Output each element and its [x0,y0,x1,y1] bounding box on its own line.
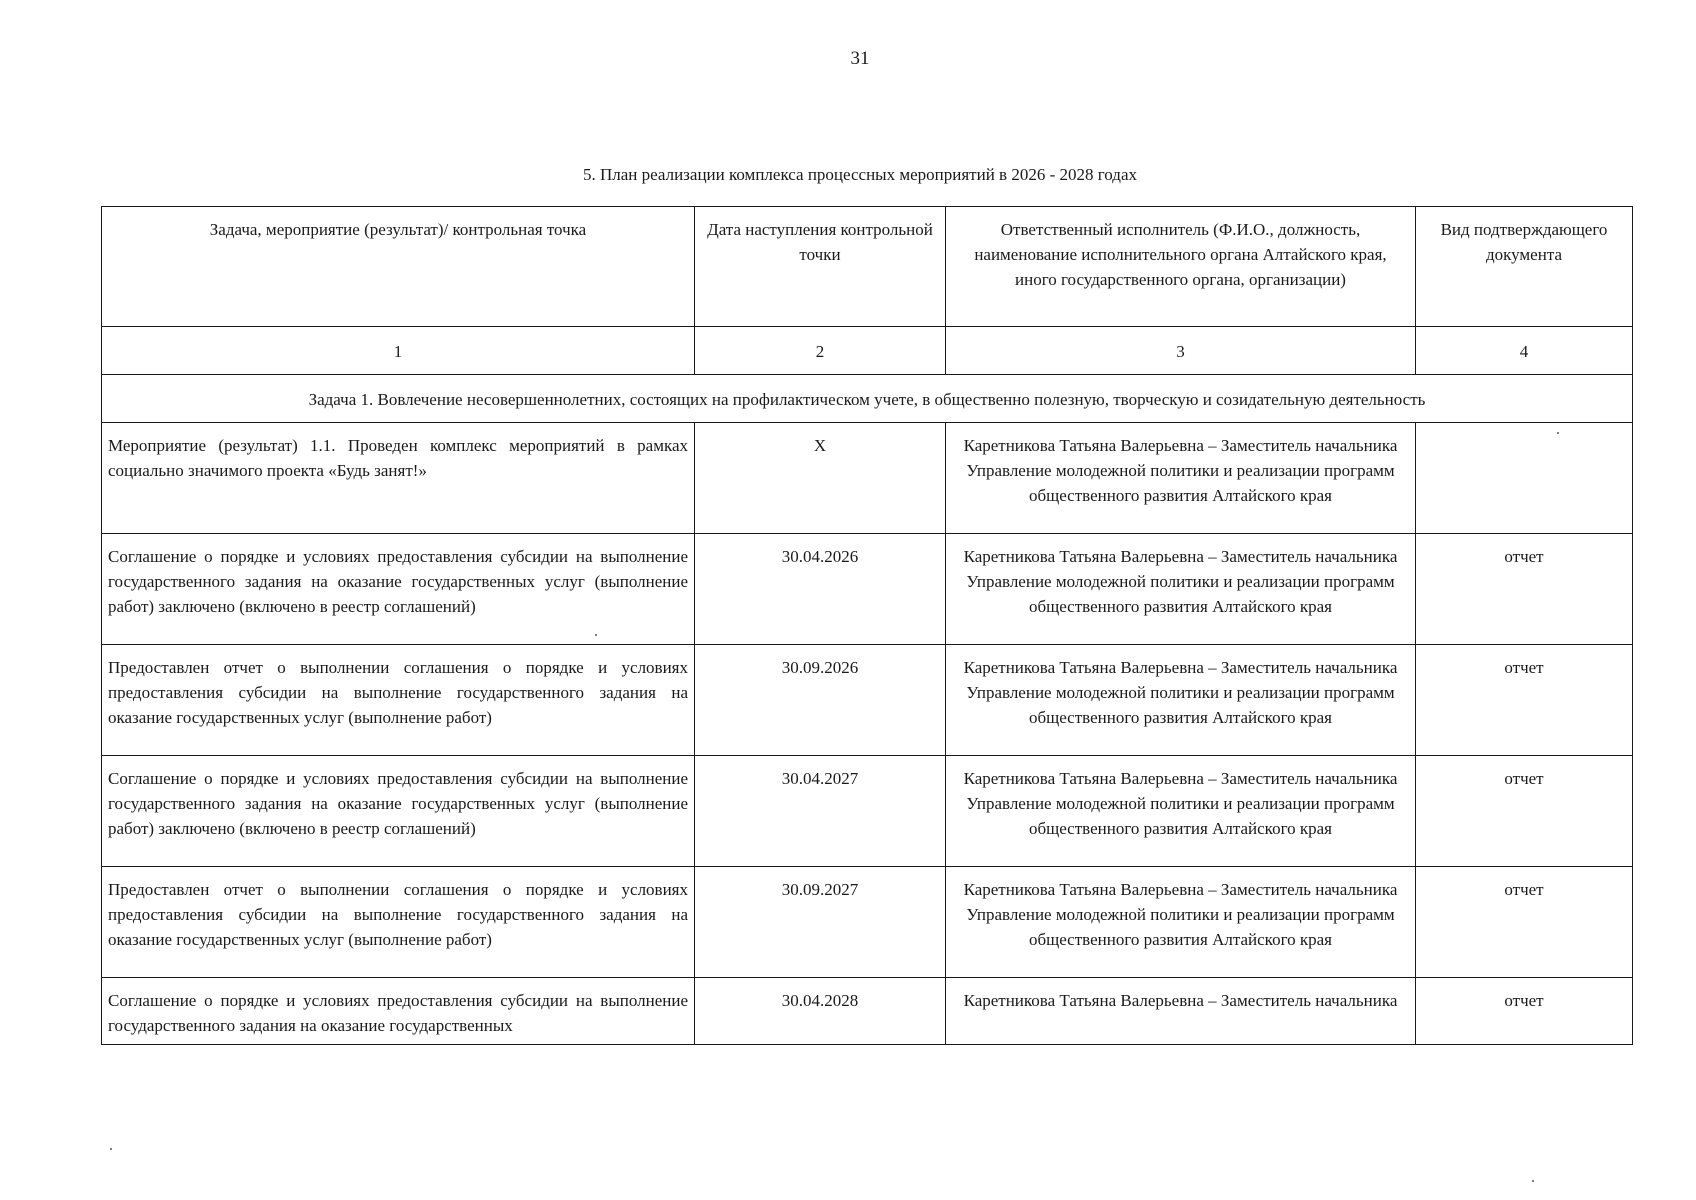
page-number: 31 [850,48,870,69]
executor-name: Каретникова Татьяна Валерьевна – Заместитель начальника [963,880,1398,899]
executor-name: Каретникова Татьяна Валерьевна – Заместитель начальника [963,658,1398,677]
table-row [102,978,1633,1045]
executor-name: Каретникова Татьяна Валерьевна – Заместитель начальника [963,991,1398,1010]
task-title: Задача 1. Вовлечение несовершеннолетних, состоящих на профилактическом учете, в общественно полезную, творческую и созидательную деятельность [102,375,1633,423]
table-row [102,645,1633,756]
executor-cell [946,423,1416,534]
header-date: Дата наступления контрольной точки [695,207,946,327]
executor-organization: Управление молодежной политики и реализации программ общественного развития Алтайского края [966,794,1395,838]
scan-speck [1557,432,1559,434]
date-cell: 30.04.2026 [695,534,946,645]
task-cell: Соглашение о порядке и условиях предоставления субсидии на выполнение государственного задания на оказание государственных услуг (выполнение работ) заключено (включено в реестр соглашений) [102,534,695,645]
scan-speck [595,634,597,636]
executor-name: Каретникова Татьяна Валерьевна – Заместитель начальника [963,547,1398,566]
document-cell [1416,423,1633,534]
executor-cell [946,534,1416,645]
date-cell: 30.09.2026 [695,645,946,756]
executor-cell [946,867,1416,978]
column-number: 2 [695,327,946,375]
scan-speck [110,1148,112,1150]
document-cell: отчет [1416,756,1633,867]
table-row [102,534,1633,645]
task-cell: Предоставлен отчет о выполнении соглашения о порядке и условиях предоставления субсидии на выполнение государственного задания на оказание государственных услуг (выполнение работ) [102,645,695,756]
table-row [102,867,1633,978]
table-row [102,756,1633,867]
executor-organization: Управление молодежной политики и реализации программ общественного развития Алтайского края [966,905,1395,949]
table-row [102,423,1633,534]
column-number: 1 [102,327,695,375]
executor-cell [946,645,1416,756]
column-number: 4 [1416,327,1633,375]
document-cell: отчет [1416,534,1633,645]
date-cell: X [695,423,946,534]
executor-name: Каретникова Татьяна Валерьевна – Заместитель начальника [963,769,1398,788]
task-cell: Предоставлен отчет о выполнении соглашения о порядке и условиях предоставления субсидии на выполнение государственного задания на оказание государственных услуг (выполнение работ) [102,867,695,978]
executor-organization: Управление молодежной политики и реализации программ общественного развития Алтайского края [966,572,1395,616]
executor-cell [946,978,1416,1045]
scan-speck [1532,1180,1534,1182]
header-task: Задача, мероприятие (результат)/ контрольная точка [102,207,695,327]
executor-organization: Управление молодежной политики и реализации программ общественного развития Алтайского края [966,461,1395,505]
document-cell: отчет [1416,645,1633,756]
column-numbers-row [102,327,1633,375]
executor-organization: Управление молодежной политики и реализации программ общественного развития Алтайского края [966,683,1395,727]
date-cell: 30.04.2028 [695,978,946,1045]
column-number: 3 [946,327,1416,375]
date-cell: 30.09.2027 [695,867,946,978]
executor-name: Каретникова Татьяна Валерьевна – Заместитель начальника [963,436,1398,455]
task-cell: Мероприятие (результат) 1.1. Проведен комплекс мероприятий в рамках социально значимого проекта «Будь занят!» [102,423,695,534]
executor-cell [946,756,1416,867]
date-cell: 30.04.2027 [695,756,946,867]
implementation-plan-table [101,206,1633,1045]
header-document: Вид подтверждающего документа [1416,207,1633,327]
task-cell: Соглашение о порядке и условиях предоставления субсидии на выполнение государственного задания на оказание государственных [102,978,695,1045]
document-title: 5. План реализации комплекса процессных мероприятий в 2026 - 2028 годах [583,165,1137,184]
document-cell: отчет [1416,978,1633,1045]
table-header-row [102,207,1633,327]
task-cell: Соглашение о порядке и условиях предоставления субсидии на выполнение государственного задания на оказание государственных услуг (выполнение работ) заключено (включено в реестр соглашений) [102,756,695,867]
task-title-row [102,375,1633,423]
document-cell: отчет [1416,867,1633,978]
header-executor: Ответственный исполнитель (Ф.И.О., должность, наименование исполнительного органа Алтайского края, иного государственного органа, организации) [946,207,1416,327]
